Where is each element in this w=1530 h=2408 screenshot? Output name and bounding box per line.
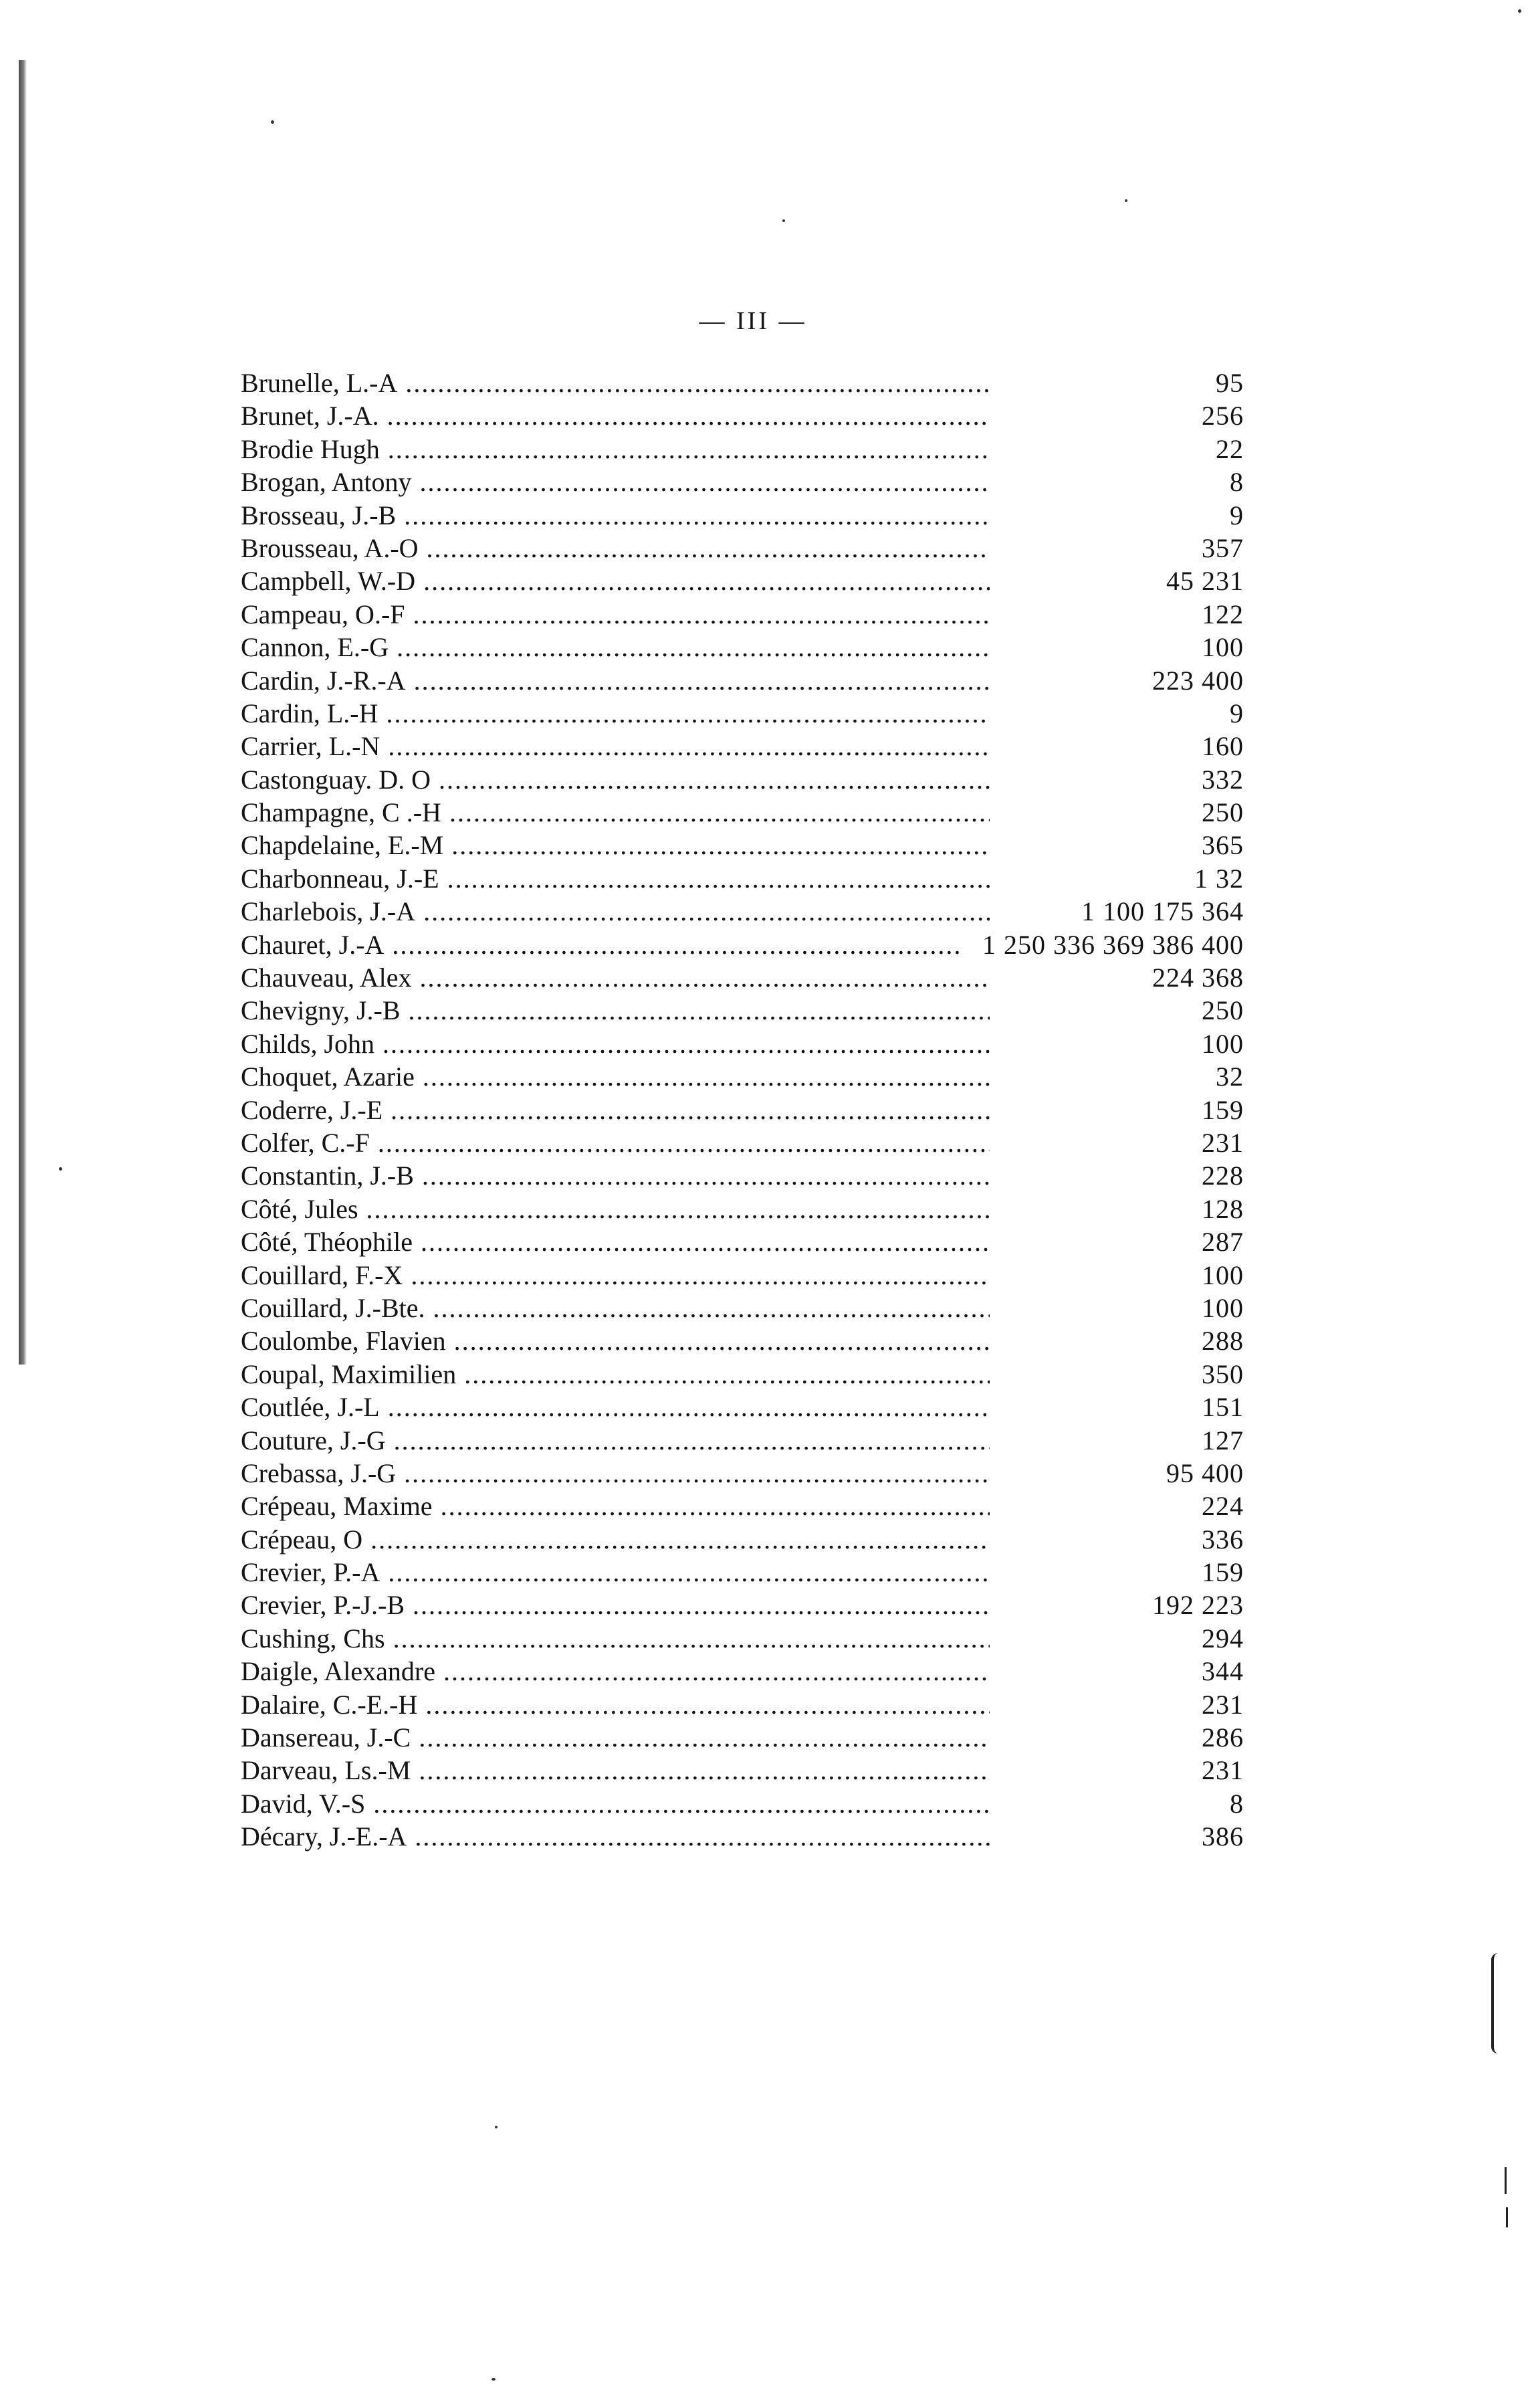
index-entry-pages: 45 231	[1166, 566, 1244, 597]
entry-name-text: Cardin, L.-H .....	[241, 698, 990, 728]
index-entry-pages: 224	[1202, 1491, 1244, 1522]
index-entry-name	[241, 730, 990, 763]
entry-name-text: Couillard, F.-X .....	[241, 1260, 990, 1290]
index-entry-pages: 32	[1216, 1062, 1244, 1092]
index-entry-pages: 151	[1202, 1392, 1244, 1423]
index-entry-row	[241, 1655, 1244, 1688]
entry-name-text: Campeau, O.-F .....	[241, 599, 990, 629]
index-entry-name	[241, 862, 990, 895]
index-entry-name	[241, 1060, 990, 1093]
index-entry-row	[241, 1225, 1244, 1258]
index-entry-row	[241, 532, 1244, 565]
index-entry-pages: 357	[1202, 532, 1244, 563]
entry-name-text: Coupal, Maximilien .....	[241, 1359, 990, 1389]
entry-name-text: Charlebois, J.-A .....	[241, 896, 990, 926]
entry-name-text: Castonguay. D. O .....	[241, 765, 990, 795]
index-entry-row	[241, 796, 1244, 829]
scanned-page-edge	[19, 60, 27, 1365]
index-entry-name	[241, 1391, 990, 1423]
index-entry-name	[241, 1027, 990, 1060]
entry-name-text: Daigle, Alexandre .....	[241, 1656, 990, 1686]
index-entry-pages: 9	[1230, 500, 1244, 530]
scan-speck	[59, 1167, 62, 1171]
index-entry-pages: 1 100 175 364	[1081, 896, 1244, 927]
index-entry-pages: 100	[1202, 632, 1244, 663]
entry-name-text: Crevier, P.-A .....	[241, 1557, 990, 1587]
index-entry-row	[241, 1820, 1244, 1853]
index-entry-row	[241, 829, 1244, 862]
index-entry-name	[241, 1159, 990, 1192]
entry-name-text: Couture, J.-G .....	[241, 1425, 990, 1456]
entry-name-text: Coderre, J.-E .....	[241, 1095, 990, 1125]
index-entry-row	[241, 1126, 1244, 1159]
index-entry-row	[241, 367, 1244, 399]
index-entry-name	[241, 928, 962, 961]
index-entry-pages: 286	[1202, 1722, 1244, 1753]
entry-name-text: Crépeau, O .....	[241, 1524, 990, 1554]
index-entry-pages: 231	[1202, 1127, 1244, 1158]
entry-name-text: Chapdelaine, E.-M .....	[241, 830, 990, 860]
index-entry-pages: 350	[1202, 1359, 1244, 1389]
index-entry-name	[241, 367, 990, 399]
index-entry-row	[241, 1589, 1244, 1621]
index-entry-row	[241, 466, 1244, 498]
index-entry-name	[241, 895, 990, 928]
entry-name-text: Chevigny, J.-B .....	[241, 995, 990, 1025]
index-entry-name	[241, 961, 990, 994]
index-entry-pages: 224 368	[1152, 963, 1244, 993]
index-entry-row	[241, 862, 1244, 895]
index-entry-name	[241, 1193, 990, 1225]
index-entry-row	[241, 1754, 1244, 1787]
index-entry-pages: 287	[1202, 1227, 1244, 1258]
index-entry-row	[241, 1457, 1244, 1490]
index-entry-row	[241, 631, 1244, 664]
entry-name-text: Crebassa, J.-G .....	[241, 1458, 990, 1488]
index-entry-row	[241, 763, 1244, 796]
index-entry-name	[241, 1556, 990, 1589]
index-entry-row	[241, 598, 1244, 631]
index-entry-pages: 332	[1202, 764, 1244, 795]
index-entry-row	[241, 1688, 1244, 1721]
index-entry-pages: 228	[1202, 1161, 1244, 1191]
index-entry-row	[241, 1060, 1244, 1093]
entry-name-text: Brousseau, A.-O .....	[241, 533, 990, 563]
index-entry-row	[241, 1159, 1244, 1192]
margin-bracket-mark	[1491, 1953, 1503, 2053]
index-entry-pages: 223 400	[1152, 665, 1244, 696]
entry-name-text: Côté, Théophile .....	[241, 1227, 990, 1257]
index-entry-name	[241, 1358, 990, 1391]
index-entry-name	[241, 1787, 990, 1820]
index-entry-row	[241, 1358, 1244, 1391]
index-entry-name	[241, 796, 990, 829]
entry-name-text: Brodie Hugh .....	[241, 434, 990, 464]
index-entry-name	[241, 763, 990, 796]
entry-name-text: Couillard, J.-Bte. .....	[241, 1293, 990, 1323]
index-entry-pages: 100	[1202, 1292, 1244, 1323]
entry-name-text: Colfer, C.-F .....	[241, 1128, 990, 1158]
index-entry-row	[241, 928, 1244, 961]
entry-name-text: Cannon, E.-G .....	[241, 632, 990, 662]
index-entry-pages: 250	[1202, 797, 1244, 828]
index-entry-pages: 365	[1202, 830, 1244, 861]
index-entry-name	[241, 1225, 990, 1258]
index-entry-name	[241, 1094, 990, 1126]
index-entry-row	[241, 499, 1244, 532]
entry-name-text: Cushing, Chs .....	[241, 1623, 990, 1653]
index-entry-pages: 8	[1230, 467, 1244, 498]
index-entry-row	[241, 1556, 1244, 1589]
scan-speck	[495, 2126, 498, 2128]
index-entry-name	[241, 829, 990, 862]
index-entry-name	[241, 1622, 990, 1655]
entry-name-text: Dansereau, J.-C .....	[241, 1722, 990, 1752]
index-entry-row	[241, 1721, 1244, 1754]
entry-name-text: Carrier, L.-N .....	[241, 731, 990, 761]
entry-name-text: Constantin, J.-B .....	[241, 1161, 990, 1191]
index-entry-row	[241, 399, 1244, 432]
entry-name-text: Chauveau, Alex .....	[241, 963, 990, 993]
entry-name-text: Darveau, Ls.-M .....	[241, 1755, 990, 1785]
scan-speck	[1125, 199, 1127, 202]
entry-name-text: Chauret, J.-A .....	[241, 930, 962, 960]
index-entry-name	[241, 1589, 990, 1621]
index-entry-row	[241, 961, 1244, 994]
scan-speck	[271, 120, 274, 124]
entry-name-text: Childs, John .....	[241, 1029, 990, 1059]
index-entry-pages: 256	[1202, 401, 1244, 431]
index-entry-name	[241, 466, 990, 498]
index-entry-name	[241, 1754, 990, 1787]
margin-tick-mark	[1506, 2207, 1508, 2227]
index-entry-row	[241, 433, 1244, 466]
entry-name-text: Cardin, J.-R.-A .....	[241, 666, 990, 696]
index-entry-pages: 386	[1202, 1821, 1244, 1852]
index-entry-name	[241, 598, 990, 631]
entry-name-text: Crépeau, Maxime .....	[241, 1491, 990, 1521]
entry-name-text: Brosseau, J.-B .....	[241, 500, 990, 530]
entry-name-text: David, V.-S .....	[241, 1789, 990, 1819]
index-entry-name	[241, 1655, 990, 1688]
index-entry-pages: 294	[1202, 1623, 1244, 1653]
index-entry-pages: 95	[1216, 368, 1244, 398]
page-number-header: — III —	[699, 307, 807, 335]
index-entry-pages: 159	[1202, 1094, 1244, 1125]
index-entry-pages: 100	[1202, 1028, 1244, 1059]
entry-name-text: Charbonneau, J.-E .....	[241, 864, 990, 894]
index-entry-pages: 231	[1202, 1689, 1244, 1720]
index-entry-name	[241, 1721, 990, 1754]
index-entry-row	[241, 1094, 1244, 1126]
index-entry-pages: 95 400	[1166, 1458, 1244, 1488]
scan-speck	[1518, 9, 1521, 13]
index-entry-row	[241, 1391, 1244, 1423]
entry-name-text: Brunelle, L.-A .....	[241, 368, 990, 398]
index-entry-name	[241, 499, 990, 532]
index-entry-pages: 336	[1202, 1524, 1244, 1554]
entry-name-text: Campbell, W.-D .....	[241, 566, 990, 596]
entry-name-text: Choquet, Azarie .....	[241, 1062, 990, 1092]
index-entry-name	[241, 1457, 990, 1490]
index-entry-name	[241, 1424, 990, 1457]
index-entry-name	[241, 1490, 990, 1522]
index-entry-row	[241, 697, 1244, 730]
entry-name-text: Côté, Jules .....	[241, 1194, 990, 1224]
index-entry-pages: 344	[1202, 1656, 1244, 1687]
index-entry-row	[241, 664, 1244, 697]
entry-name-text: Coutlée, J.-L .....	[241, 1392, 990, 1422]
index-entry-name	[241, 1523, 990, 1556]
name-index-list	[241, 367, 1244, 1853]
index-entry-pages: 8	[1230, 1788, 1244, 1819]
index-entry-pages: 128	[1202, 1193, 1244, 1224]
margin-tick-mark	[1505, 2167, 1507, 2194]
entry-name-text: Brogan, Antony .....	[241, 467, 990, 497]
index-entry-row	[241, 1292, 1244, 1324]
index-entry-row	[241, 1787, 1244, 1820]
index-entry-pages: 22	[1216, 433, 1244, 464]
index-entry-row	[241, 1424, 1244, 1457]
index-entry-row	[241, 1259, 1244, 1292]
entry-name-text: Décary, J.-E.-A .....	[241, 1821, 990, 1851]
entry-name-text: Dalaire, C.-E.-H .....	[241, 1690, 990, 1720]
index-entry-pages: 231	[1202, 1755, 1244, 1786]
index-entry-row	[241, 730, 1244, 763]
index-entry-pages: 1 250 336 369 386 400	[982, 929, 1244, 960]
index-entry-name	[241, 399, 990, 432]
index-entry-row	[241, 1027, 1244, 1060]
index-entry-name	[241, 664, 990, 697]
index-entry-name	[241, 1259, 990, 1292]
entry-name-text: Champagne, C .-H .....	[241, 797, 990, 827]
index-entry-row	[241, 1490, 1244, 1522]
index-entry-name	[241, 1324, 990, 1357]
index-entry-pages: 122	[1202, 599, 1244, 629]
scan-speck	[782, 219, 785, 222]
index-entry-pages: 288	[1202, 1326, 1244, 1357]
index-entry-name	[241, 1126, 990, 1159]
index-entry-pages: 100	[1202, 1260, 1244, 1290]
index-entry-name	[241, 697, 990, 730]
index-entry-name	[241, 532, 990, 565]
index-entry-name	[241, 1820, 990, 1853]
index-entry-row	[241, 1622, 1244, 1655]
entry-name-text: Coulombe, Flavien .....	[241, 1326, 990, 1356]
index-entry-pages: 160	[1202, 731, 1244, 762]
scan-speck	[491, 2378, 496, 2381]
entry-name-text: Crevier, P.-J.-B .....	[241, 1590, 990, 1620]
entry-name-text: Brunet, J.-A. .....	[241, 401, 990, 431]
index-entry-name	[241, 565, 990, 597]
scan-margin-marks	[1478, 1953, 1518, 2234]
index-entry-pages: 250	[1202, 995, 1244, 1026]
index-entry-name	[241, 1688, 990, 1721]
index-entry-row	[241, 565, 1244, 597]
index-entry-name	[241, 433, 990, 466]
index-entry-name	[241, 631, 990, 664]
index-entry-row	[241, 1523, 1244, 1556]
index-entry-pages: 159	[1202, 1557, 1244, 1588]
index-entry-pages: 1 32	[1194, 863, 1244, 894]
index-entry-name	[241, 1292, 990, 1324]
index-entry-pages: 192 223	[1152, 1590, 1244, 1621]
index-entry-pages: 127	[1202, 1425, 1244, 1456]
index-entry-row	[241, 994, 1244, 1027]
index-entry-pages: 9	[1230, 698, 1244, 728]
index-entry-row	[241, 1193, 1244, 1225]
index-entry-name	[241, 994, 990, 1027]
index-entry-row	[241, 895, 1244, 928]
index-entry-row	[241, 1324, 1244, 1357]
